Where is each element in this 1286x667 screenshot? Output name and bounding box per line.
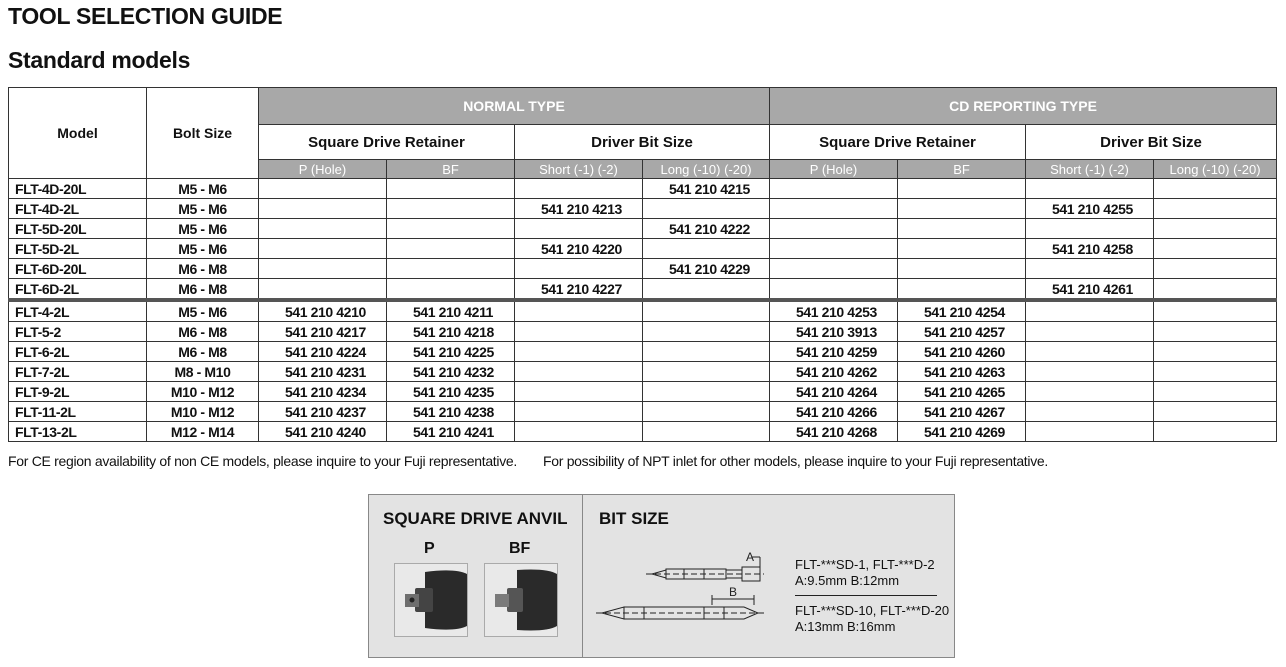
cd-long-cell bbox=[1154, 300, 1277, 322]
cd-p-hole-cell: 541 210 3913 bbox=[770, 322, 898, 342]
cd-long-cell bbox=[1154, 382, 1277, 402]
model-cell: FLT-6-2L bbox=[9, 342, 147, 362]
cd-long-cell bbox=[1154, 259, 1277, 279]
header-normal-p-hole: P (Hole) bbox=[259, 160, 387, 179]
bolt-size-cell: M6 - M8 bbox=[147, 259, 259, 279]
dim-a-label: A bbox=[746, 550, 755, 564]
cd-short-cell bbox=[1026, 382, 1154, 402]
cd-short-cell bbox=[1026, 342, 1154, 362]
cd-p-hole-cell: 541 210 4262 bbox=[770, 362, 898, 382]
cd-bf-cell: 541 210 4257 bbox=[898, 322, 1026, 342]
table-row bbox=[9, 199, 1277, 219]
bolt-size-cell: M12 - M14 bbox=[147, 422, 259, 442]
cd-long-cell bbox=[1154, 342, 1277, 362]
normal-long-cell bbox=[643, 239, 770, 259]
normal-short-cell: 541 210 4227 bbox=[515, 279, 643, 301]
cd-bf-cell: 541 210 4269 bbox=[898, 422, 1026, 442]
normal-short-cell bbox=[515, 179, 643, 199]
normal-short-cell bbox=[515, 219, 643, 239]
table-row bbox=[9, 362, 1277, 382]
bolt-size-cell: M5 - M6 bbox=[147, 199, 259, 219]
bit1-size: A:9.5mm B:12mm bbox=[795, 573, 900, 588]
bolt-size-cell: M5 - M6 bbox=[147, 300, 259, 322]
table-row bbox=[9, 279, 1277, 301]
bit2-model: FLT-***SD-10, FLT-***D-20 bbox=[795, 603, 950, 618]
cd-long-cell bbox=[1154, 179, 1277, 199]
normal-p-hole-cell: 541 210 4210 bbox=[259, 300, 387, 322]
normal-short-cell bbox=[515, 422, 643, 442]
anvil-p-image bbox=[394, 563, 468, 637]
header-model: Model bbox=[9, 88, 147, 179]
normal-bf-cell: 541 210 4218 bbox=[387, 322, 515, 342]
anvil-bf-label: BF bbox=[509, 540, 531, 557]
bolt-size-cell: M10 - M12 bbox=[147, 382, 259, 402]
cd-long-cell bbox=[1154, 279, 1277, 301]
cd-long-cell bbox=[1154, 402, 1277, 422]
normal-p-hole-cell bbox=[259, 179, 387, 199]
normal-long-cell bbox=[643, 279, 770, 301]
bit-size-title: BIT SIZE bbox=[599, 509, 669, 528]
anvil-p-label: P bbox=[424, 540, 435, 557]
cd-p-hole-cell bbox=[770, 199, 898, 219]
normal-short-cell bbox=[515, 259, 643, 279]
cd-p-hole-cell bbox=[770, 239, 898, 259]
page-subtitle: Standard models bbox=[8, 47, 191, 73]
cd-long-cell bbox=[1154, 322, 1277, 342]
normal-p-hole-cell bbox=[259, 279, 387, 301]
table-row bbox=[9, 342, 1277, 362]
bit-diagram bbox=[594, 547, 774, 639]
normal-long-cell: 541 210 4215 bbox=[643, 179, 770, 199]
normal-long-cell bbox=[643, 422, 770, 442]
cd-long-cell bbox=[1154, 219, 1277, 239]
normal-p-hole-cell: 541 210 4217 bbox=[259, 322, 387, 342]
header-normal-short: Short (-1) (-2) bbox=[515, 160, 643, 179]
cd-short-cell bbox=[1026, 422, 1154, 442]
normal-long-cell bbox=[643, 342, 770, 362]
normal-short-cell: 541 210 4213 bbox=[515, 199, 643, 219]
header-bolt-size: Bolt Size bbox=[147, 88, 259, 179]
cd-bf-cell: 541 210 4254 bbox=[898, 300, 1026, 322]
bolt-size-cell: M6 - M8 bbox=[147, 322, 259, 342]
normal-p-hole-cell bbox=[259, 259, 387, 279]
header-normal-driver-bit-size: Driver Bit Size bbox=[515, 125, 770, 160]
model-cell: FLT-7-2L bbox=[9, 362, 147, 382]
table-row bbox=[9, 422, 1277, 442]
header-cd-bf: BF bbox=[898, 160, 1026, 179]
normal-short-cell bbox=[515, 402, 643, 422]
normal-short-cell bbox=[515, 382, 643, 402]
cd-bf-cell: 541 210 4267 bbox=[898, 402, 1026, 422]
model-cell: FLT-4-2L bbox=[9, 300, 147, 322]
normal-short-cell bbox=[515, 342, 643, 362]
model-cell: FLT-5-2 bbox=[9, 322, 147, 342]
normal-long-cell bbox=[643, 382, 770, 402]
cd-p-hole-cell: 541 210 4259 bbox=[770, 342, 898, 362]
normal-p-hole-cell bbox=[259, 239, 387, 259]
header-normal-long: Long (-10) (-20) bbox=[643, 160, 770, 179]
cd-short-cell: 541 210 4261 bbox=[1026, 279, 1154, 301]
normal-long-cell bbox=[643, 199, 770, 219]
normal-p-hole-cell bbox=[259, 199, 387, 219]
table-row bbox=[9, 179, 1277, 199]
normal-p-hole-cell: 541 210 4224 bbox=[259, 342, 387, 362]
cd-p-hole-cell: 541 210 4253 bbox=[770, 300, 898, 322]
header-cd-p-hole: P (Hole) bbox=[770, 160, 898, 179]
normal-bf-cell bbox=[387, 179, 515, 199]
header-normal-type: NORMAL TYPE bbox=[259, 88, 770, 125]
header-cd-square-drive-retainer: Square Drive Retainer bbox=[770, 125, 1026, 160]
dim-b-label: B bbox=[729, 585, 738, 599]
normal-short-cell: 541 210 4220 bbox=[515, 239, 643, 259]
normal-p-hole-cell: 541 210 4240 bbox=[259, 422, 387, 442]
header-cd-driver-bit-size: Driver Bit Size bbox=[1026, 125, 1277, 160]
model-cell: FLT-5D-20L bbox=[9, 219, 147, 239]
anvil-title: SQUARE DRIVE ANVIL bbox=[383, 509, 568, 528]
cd-short-cell bbox=[1026, 322, 1154, 342]
cd-bf-cell bbox=[898, 179, 1026, 199]
cd-short-cell bbox=[1026, 300, 1154, 322]
bolt-size-cell: M8 - M10 bbox=[147, 362, 259, 382]
normal-short-cell bbox=[515, 300, 643, 322]
normal-bf-cell bbox=[387, 259, 515, 279]
cd-bf-cell bbox=[898, 259, 1026, 279]
normal-bf-cell: 541 210 4211 bbox=[387, 300, 515, 322]
cd-p-hole-cell bbox=[770, 219, 898, 239]
bolt-size-cell: M5 - M6 bbox=[147, 239, 259, 259]
cd-bf-cell bbox=[898, 239, 1026, 259]
model-cell: FLT-6D-20L bbox=[9, 259, 147, 279]
normal-bf-cell: 541 210 4241 bbox=[387, 422, 515, 442]
normal-short-cell bbox=[515, 322, 643, 342]
normal-bf-cell bbox=[387, 219, 515, 239]
normal-p-hole-cell: 541 210 4231 bbox=[259, 362, 387, 382]
cd-short-cell bbox=[1026, 362, 1154, 382]
cd-short-cell: 541 210 4258 bbox=[1026, 239, 1154, 259]
table-row bbox=[9, 402, 1277, 422]
cd-bf-cell bbox=[898, 279, 1026, 301]
model-cell: FLT-11-2L bbox=[9, 402, 147, 422]
cd-short-cell bbox=[1026, 259, 1154, 279]
cd-p-hole-cell bbox=[770, 259, 898, 279]
header-cd-short: Short (-1) (-2) bbox=[1026, 160, 1154, 179]
cd-p-hole-cell bbox=[770, 279, 898, 301]
cd-bf-cell: 541 210 4265 bbox=[898, 382, 1026, 402]
normal-short-cell bbox=[515, 362, 643, 382]
panel-divider bbox=[582, 495, 583, 657]
normal-bf-cell bbox=[387, 279, 515, 301]
model-cell: FLT-6D-2L bbox=[9, 279, 147, 301]
header-cd-reporting-type: CD REPORTING TYPE bbox=[770, 88, 1277, 125]
note-ce-availability: For CE region availability of non CE models, please inquire to your Fuji representative. bbox=[8, 453, 517, 469]
normal-long-cell: 541 210 4222 bbox=[643, 219, 770, 239]
info-panel bbox=[368, 494, 955, 658]
model-cell: FLT-13-2L bbox=[9, 422, 147, 442]
bolt-size-cell: M5 - M6 bbox=[147, 219, 259, 239]
normal-bf-cell bbox=[387, 199, 515, 219]
model-cell: FLT-4D-2L bbox=[9, 199, 147, 219]
table-row bbox=[9, 239, 1277, 259]
cd-short-cell: 541 210 4255 bbox=[1026, 199, 1154, 219]
normal-bf-cell bbox=[387, 239, 515, 259]
bolt-size-cell: M10 - M12 bbox=[147, 402, 259, 422]
cd-p-hole-cell: 541 210 4268 bbox=[770, 422, 898, 442]
normal-p-hole-cell: 541 210 4237 bbox=[259, 402, 387, 422]
anvil-bf-image bbox=[484, 563, 558, 637]
normal-bf-cell: 541 210 4235 bbox=[387, 382, 515, 402]
bit1-model: FLT-***SD-1, FLT-***D-2 bbox=[795, 557, 935, 572]
table-row bbox=[9, 382, 1277, 402]
table-row bbox=[9, 219, 1277, 239]
cd-short-cell bbox=[1026, 179, 1154, 199]
cd-short-cell bbox=[1026, 402, 1154, 422]
header-normal-square-drive-retainer: Square Drive Retainer bbox=[259, 125, 515, 160]
cd-short-cell bbox=[1026, 219, 1154, 239]
cd-p-hole-cell: 541 210 4264 bbox=[770, 382, 898, 402]
model-cell: FLT-9-2L bbox=[9, 382, 147, 402]
bolt-size-cell: M6 - M8 bbox=[147, 342, 259, 362]
normal-bf-cell: 541 210 4225 bbox=[387, 342, 515, 362]
cd-bf-cell bbox=[898, 219, 1026, 239]
normal-bf-cell: 541 210 4232 bbox=[387, 362, 515, 382]
bit-separator bbox=[795, 595, 937, 596]
note-npt-inlet: For possibility of NPT inlet for other models, please inquire to your Fuji representative. bbox=[543, 453, 1048, 469]
normal-p-hole-cell: 541 210 4234 bbox=[259, 382, 387, 402]
model-cell: FLT-5D-2L bbox=[9, 239, 147, 259]
table-row bbox=[9, 300, 1277, 322]
normal-p-hole-cell bbox=[259, 219, 387, 239]
normal-long-cell: 541 210 4229 bbox=[643, 259, 770, 279]
tool-selection-table bbox=[8, 87, 1277, 442]
cd-p-hole-cell: 541 210 4266 bbox=[770, 402, 898, 422]
bolt-size-cell: M6 - M8 bbox=[147, 279, 259, 301]
normal-bf-cell: 541 210 4238 bbox=[387, 402, 515, 422]
header-cd-long: Long (-10) (-20) bbox=[1154, 160, 1277, 179]
cd-bf-cell: 541 210 4263 bbox=[898, 362, 1026, 382]
cd-long-cell bbox=[1154, 199, 1277, 219]
cd-bf-cell bbox=[898, 199, 1026, 219]
cd-long-cell bbox=[1154, 239, 1277, 259]
normal-long-cell bbox=[643, 322, 770, 342]
model-cell: FLT-4D-20L bbox=[9, 179, 147, 199]
cd-long-cell bbox=[1154, 422, 1277, 442]
cd-bf-cell: 541 210 4260 bbox=[898, 342, 1026, 362]
page-title: TOOL SELECTION GUIDE bbox=[8, 3, 283, 29]
table-row bbox=[9, 259, 1277, 279]
normal-long-cell bbox=[643, 402, 770, 422]
header-normal-bf: BF bbox=[387, 160, 515, 179]
bit2-size: A:13mm B:16mm bbox=[795, 619, 896, 634]
cd-p-hole-cell bbox=[770, 179, 898, 199]
bolt-size-cell: M5 - M6 bbox=[147, 179, 259, 199]
normal-long-cell bbox=[643, 300, 770, 322]
normal-long-cell bbox=[643, 362, 770, 382]
cd-long-cell bbox=[1154, 362, 1277, 382]
table-row bbox=[9, 322, 1277, 342]
